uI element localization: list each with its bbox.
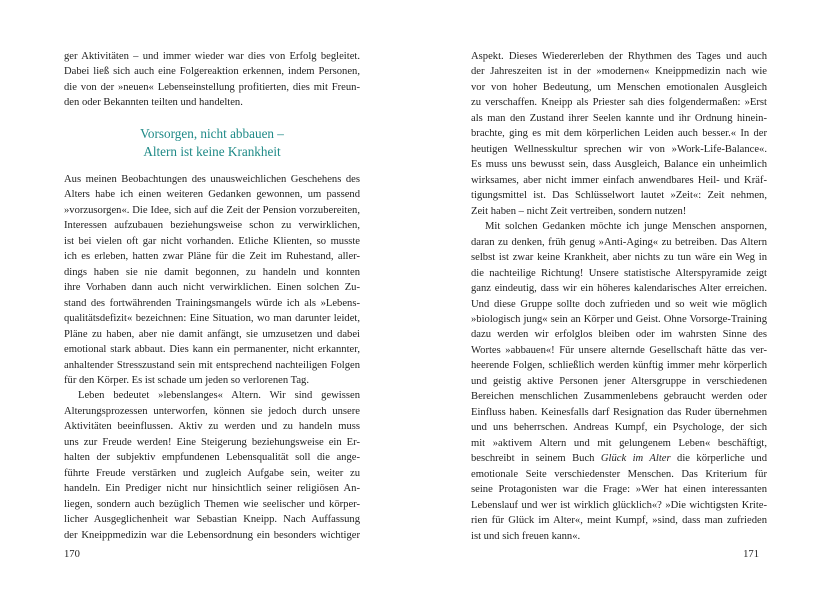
text-line: Bereichen menschlichen Zusammenlebens gebraucht werden oder	[471, 391, 767, 403]
text-line: als man den Zustand ihrer Seelen kannte und ihr Ordnung hinein-	[471, 112, 767, 124]
text-line: liegen, sondern auch bezüglich Themen wie seelischer und körper-	[64, 498, 360, 510]
paragraph-part	[471, 219, 767, 451]
text-line: heutigen Wellnesskultur sprechen wir von »Work-Life-Balance«.	[471, 143, 767, 155]
text-line: Lebenslauf und wer ist wirklich glücklich«? »Die wichtigsten Krite-	[471, 499, 767, 511]
text-line: ist bei vielen oft gar nicht vorhanden. Etliche Klienten, so musste	[64, 235, 360, 247]
intro-paragraph	[64, 49, 360, 111]
body-paragraph	[64, 172, 360, 389]
book-line-after: die körperliche und	[670, 453, 767, 465]
text-line: und geistig aktive Personen jener Altersgruppe in verschiedenen	[471, 375, 767, 387]
text-line: dings haben sie nie damit begonnen, zu handeln und konnten	[64, 266, 360, 278]
text-line: Zeit haben – nicht Zeit vertreiben, sondern nutzen!	[471, 205, 687, 217]
text-line: Pläne zu haben, aber nie damit anfängt, sie umzusetzen und dabei	[64, 328, 360, 340]
text-line: daran zu denken, früh genug »Anti-Aging« zu betreiben. Das Altern	[471, 236, 767, 248]
text-line: anhaltender Stresszustand sein mit entsprechend nachteiligen Folgen	[64, 359, 360, 371]
text-line: ihre Vorhaben dann auch nicht verwirklichen. Einen solchen Zu-	[64, 282, 360, 294]
text-line: für den Körper. Es ist schade um jeden so verlorenen Tag.	[64, 374, 310, 386]
body-paragraph	[471, 219, 767, 544]
heading-line: Vorsorgen, nicht abbauen –	[140, 125, 284, 141]
text-line: Aspekt. Dieses Wiedererleben der Rhythmen des Tages und auch	[471, 51, 767, 62]
text-line: die nachteilige Richtung! Unsere statistische Alterspyramide zeigt	[471, 267, 767, 279]
text-line: brachte, ging es mit dem körperlichen Leiden auch besser.« In der	[471, 128, 767, 140]
text-line: führte Freude verstärken und zugleich Aufgabe sein, weiter zu	[64, 467, 360, 479]
right-text-column	[471, 49, 767, 544]
text-line: vor von hoher Bedeutung, um Menschen emotionalen Ausgleich	[471, 81, 767, 93]
text-line: heerende Folgen, schließlich werden künftig immer mehr körperlich	[471, 360, 767, 372]
page-number: 171	[743, 549, 759, 560]
text-line: Aktivitäten beeinflussen. Aktiv zu werden und zu handeln muss	[64, 421, 360, 433]
text-line: und uns beherrschen. Andreas Kumpf, ein Psychologe, der sich	[471, 422, 767, 434]
body-paragraph	[64, 388, 360, 543]
book-title: Glück im Alter	[600, 453, 671, 465]
text-line: uns zur Freude werden! Eine Steigerung beziehungsweise ein Er-	[64, 436, 360, 448]
text-line: selbst ist zwar keine Krankheit, aber nichts zu tun wäre ein Weg in	[471, 252, 767, 264]
text-line: Wortes »abbauen«! Für unsere alternde Gesellschaft hätte das ver-	[471, 344, 767, 356]
text-line: der Kneippmedizin war die Lebensordnung ein besonders wichtiger	[64, 529, 360, 541]
text-line: ganz eindeutig, dass wir ein höheres kalendarisches Alter erreichen.	[471, 283, 767, 295]
text-line: emotional stark abbaut. Dies kann ein permanenter, nicht erkannter,	[64, 344, 360, 356]
section-heading	[64, 125, 360, 161]
text-line: ger Aktivitäten – und immer wieder war dies von Erfolg begleitet.	[64, 51, 360, 62]
text-line: Alterungsprozessen unterworfen, können sie jedoch durch unsere	[64, 405, 360, 417]
text-line: licher Ausgeglichenheit war Sebastian Kneipp. Nach Auffassung	[64, 514, 360, 526]
text-line: emotionale Seite verschiedenster Menschen. Das Kriterium für	[471, 468, 767, 480]
text-line: »biologisch jung« sein an Körper und Geist. Ohne Vorsorge-Training	[471, 313, 767, 325]
text-line: Es muss uns bewusst sein, dass Ausgleich, Balance ein unheimlich	[471, 159, 767, 171]
heading-line: Altern ist keine Krankheit	[143, 143, 281, 159]
text-line: rien für Glück im Alter«, meint Kumpf, »sind, dass man zufrieden	[471, 515, 767, 527]
text-line: ich es erleben, hatten zwar Pläne für die Zeit im Ruhestand, aller-	[64, 251, 360, 263]
text-line: Und diese Gruppe sollte doch zufrieden und so weit wie möglich	[471, 298, 767, 310]
text-line: die von der »neuen« Lebenseinstellung profitierten, dies mit Freun-	[64, 81, 360, 93]
text-line: wirksames, aber nicht immer einfach anwendbares Heil- und Kräf-	[471, 174, 767, 186]
text-line: Leben bedeutet »lebenslanges« Altern. Wir sind gewissen	[78, 390, 360, 402]
text-line: mit »aktivem Altern und mit gelungenem Leben« beschäftigt,	[471, 437, 767, 449]
text-line: stand des fortwährenden Trainingsmangels würde ich als »Lebens-	[64, 297, 360, 309]
text-line: qualitätsdefizit« bezeichnen: Eine Situation, wo man darunter leidet,	[64, 313, 360, 325]
text-line: Mit solchen Gedanken möchte ich junge Menschen anspornen,	[485, 221, 767, 233]
text-line: den oder Bekannten teilten und handelten.	[64, 97, 243, 109]
text-line: Interessen aufzubauen beziehungsweise schon zu verwirklichen,	[64, 220, 360, 232]
body-paragraph	[471, 49, 767, 219]
text-line: der Jahreszeiten ist in der »modernen« Kneippmedizin nach wie	[471, 66, 767, 78]
text-line: Alters habe ich einen weiteren Gedanken gewonnen, um passend	[64, 189, 360, 201]
text-line	[471, 451, 767, 466]
text-line: zu verschaffen. Kneipp als Priester sah dies folgendermaßen: »Erst	[471, 97, 767, 109]
left-text-column	[64, 49, 360, 543]
text-line: »vorzusorgen«. Die Idee, sich auf die Zeit der Pension vorzubereiten,	[64, 204, 360, 216]
text-line: halten der subjektiv empfundenen Lebensqualität soll die ange-	[64, 452, 360, 464]
text-line: Einfluss haben. Keinesfalls darf Resignation das Ruder übernehmen	[471, 406, 767, 418]
text-line: seine Protagonisten war die Frage: »Wer hat einen interessanten	[471, 484, 767, 496]
text-line: tigungsmittel ist. Das Schlüsselwort lautet »Zeit«: Zeit nehmen,	[471, 190, 767, 202]
text-line: dazu werden wir erfolglos bleiben oder im wahrsten Sinne des	[471, 329, 767, 341]
text-line: Dabei ließ sich auch eine Folgereaktion erkennen, indem Personen,	[64, 66, 360, 78]
text-line: Aus meinen Beobachtungen des unausweichlichen Geschehens des	[64, 173, 360, 185]
text-line: ist und sich freuen kann«.	[471, 530, 581, 542]
book-line-before: beschreibt in seinem Buch	[471, 453, 601, 465]
right-page	[411, 0, 822, 595]
text-line: handeln. Ein Prediger nicht nur hinsichtlich seiner religiösen An-	[64, 483, 360, 495]
page-number: 170	[64, 549, 80, 560]
paragraph-part	[471, 467, 767, 544]
